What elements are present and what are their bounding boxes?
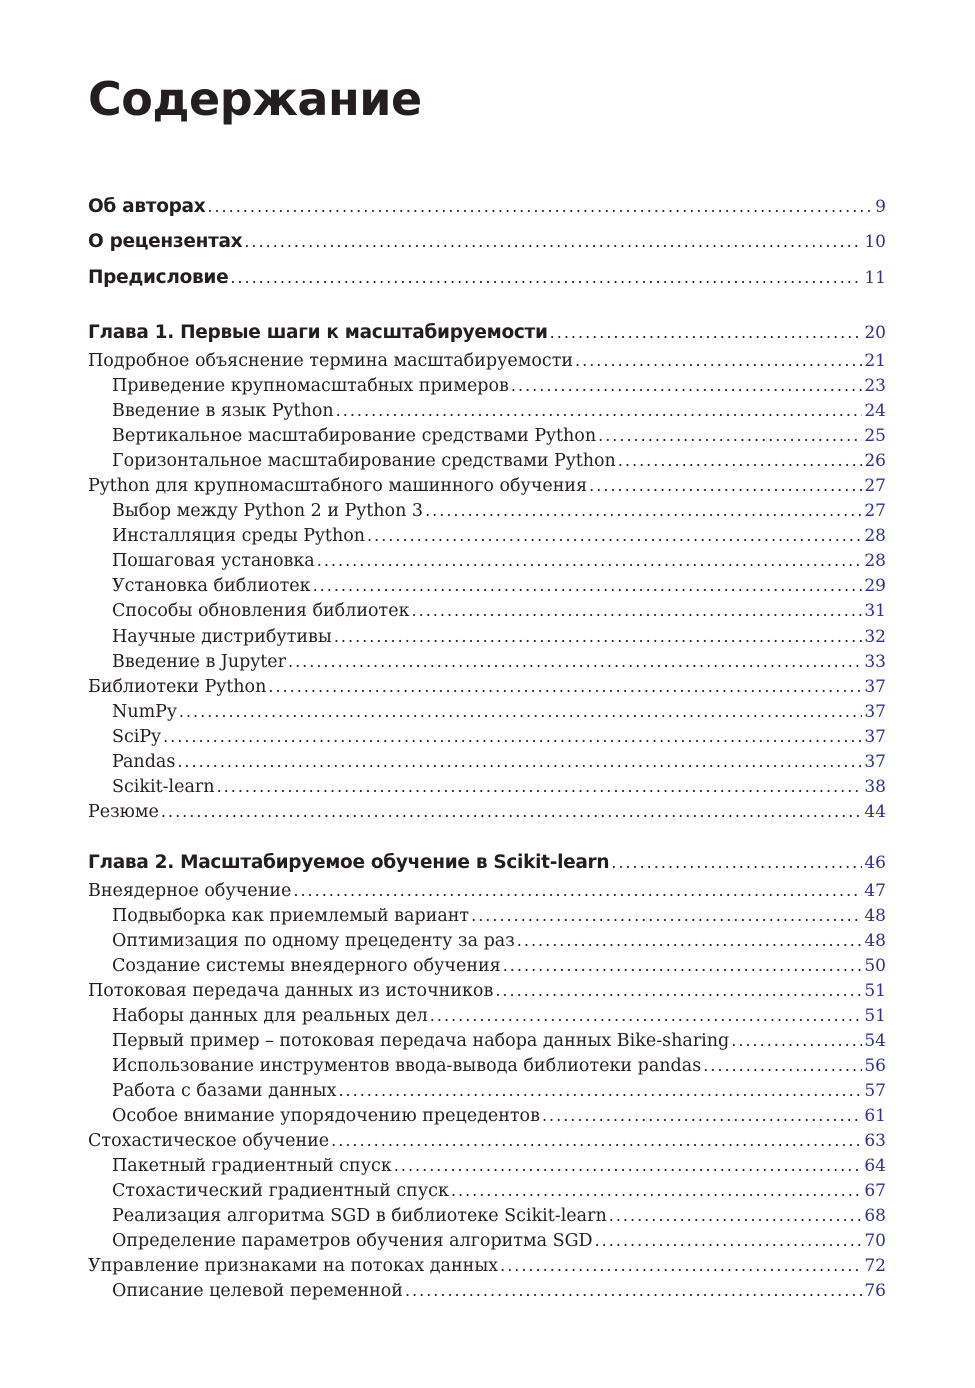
dot-leader	[161, 801, 862, 823]
dot-leader	[542, 1105, 862, 1127]
dot-leader	[550, 322, 863, 344]
dot-leader	[500, 1255, 862, 1277]
toc-entry-page-number[interactable]: 72	[864, 1256, 886, 1276]
dot-leader	[293, 880, 862, 902]
toc-entry-page-number[interactable]: 47	[864, 881, 886, 901]
toc-entry-title: Создание системы внеядерного обучения	[112, 956, 501, 976]
toc-entry[interactable]	[88, 1052, 886, 1077]
toc-entry[interactable]	[88, 1002, 886, 1027]
toc-entry-title: Пакетный градиентный спуск	[112, 1156, 392, 1176]
dot-leader	[731, 1030, 862, 1052]
toc-entry-page-number[interactable]: 20	[864, 323, 886, 343]
toc-entry[interactable]	[88, 952, 886, 977]
toc-entry-page-number[interactable]: 29	[864, 576, 886, 596]
toc-entry-title: Особое внимание упорядочению прецедентов	[112, 1106, 540, 1126]
dot-leader	[503, 955, 863, 977]
toc-entry-title: Стохастический градиентный спуск	[112, 1181, 449, 1201]
toc-entry-page-number[interactable]: 44	[864, 802, 886, 822]
dot-leader	[495, 980, 862, 1002]
toc-entry[interactable]	[88, 648, 886, 673]
dot-leader	[618, 450, 863, 472]
toc-entry[interactable]	[88, 623, 886, 648]
toc-entry-page-number[interactable]: 51	[864, 981, 886, 1001]
toc-entry-title: Работа с базами данных	[112, 1081, 337, 1101]
toc-entry-page-number[interactable]: 37	[864, 677, 886, 697]
dot-leader	[598, 425, 862, 447]
toc-entry[interactable]	[88, 798, 886, 823]
dot-leader	[703, 1055, 862, 1077]
toc-entry-page-number[interactable]: 67	[864, 1181, 886, 1201]
toc-entry-title: Пошаговая установка	[112, 551, 315, 571]
toc-entry[interactable]	[88, 497, 886, 522]
dot-leader	[412, 600, 863, 622]
toc-entry-title: Описание целевой переменной	[112, 1281, 403, 1301]
toc-entry-title: Использование инструментов ввода-вывода библиотеки pandas	[112, 1056, 702, 1076]
toc-entry-page-number[interactable]: 37	[864, 702, 886, 722]
dot-leader	[288, 651, 862, 673]
toc-entry[interactable]	[88, 372, 886, 397]
toc-entry-page-number[interactable]: 27	[864, 476, 886, 496]
toc-entry[interactable]	[88, 1102, 886, 1127]
toc-entry[interactable]	[88, 1277, 886, 1302]
toc-entry-title: Pandas	[112, 752, 176, 772]
toc-entry-title: Введение в Jupyter	[112, 652, 286, 672]
toc-entry-title: SciPy	[112, 727, 162, 747]
toc-entry-page-number[interactable]: 26	[864, 451, 886, 471]
toc-entry-page-number[interactable]: 56	[864, 1056, 886, 1076]
toc-entry-title: Внеядерное обучение	[88, 881, 292, 901]
dot-leader	[394, 1155, 863, 1177]
dot-leader	[589, 475, 862, 497]
toc-entry-title: Горизонтальное масштабирование средствами Python	[112, 451, 616, 471]
toc-entry-page-number[interactable]: 24	[864, 401, 886, 421]
toc-entry[interactable]	[88, 849, 886, 874]
dot-leader	[217, 776, 863, 798]
toc-entry[interactable]	[88, 547, 886, 572]
toc-entry-title: Научные дистрибутивы	[112, 627, 332, 647]
toc-entry-title: Инсталляция среды Python	[112, 526, 366, 546]
toc-entry[interactable]	[88, 902, 886, 927]
toc-entry-title: Управление признаками на потоках данных	[88, 1256, 499, 1276]
toc-entry[interactable]	[88, 319, 886, 344]
dot-leader	[331, 1130, 862, 1152]
toc-entry[interactable]	[88, 472, 886, 497]
toc-entry[interactable]	[88, 264, 886, 289]
toc-entry[interactable]	[88, 927, 886, 952]
toc-entry-title: Реализация алгоритма SGD в библиотеке Scikit-learn	[112, 1206, 607, 1226]
toc-entry-page-number[interactable]: 21	[864, 351, 886, 371]
toc-entry-title: О рецензентах	[88, 231, 243, 252]
toc-entry-page-number[interactable]: 64	[864, 1156, 886, 1176]
toc-entry-page-number[interactable]: 76	[864, 1281, 886, 1301]
toc-entry[interactable]	[88, 1127, 886, 1152]
dot-leader	[430, 1005, 863, 1027]
toc-entry-page-number[interactable]: 51	[864, 1006, 886, 1026]
toc-entry[interactable]	[88, 1152, 886, 1177]
toc-entry[interactable]	[88, 1202, 886, 1227]
toc-entry-page-number[interactable]: 63	[864, 1131, 886, 1151]
toc-entry-title: Глава 2. Масштабируемое обучение в Scikit-learn	[88, 852, 610, 873]
dot-leader	[268, 676, 862, 698]
toc-entry[interactable]	[88, 1027, 886, 1052]
dot-leader	[207, 196, 873, 218]
toc-entry-page-number[interactable]: 28	[864, 551, 886, 571]
toc-entry-page-number[interactable]: 11	[864, 268, 886, 288]
toc-entry[interactable]	[88, 877, 886, 902]
toc-entry-title: Потоковая передача данных из источников	[88, 981, 494, 1001]
toc-entry-title: Предисловие	[88, 267, 229, 288]
dot-leader	[517, 930, 863, 952]
toc-entry-title: Приведение крупномасштабных примеров	[112, 376, 509, 396]
toc-entry[interactable]	[88, 723, 886, 748]
dot-leader	[611, 852, 862, 874]
toc-entry-title: Scikit-learn	[112, 777, 215, 797]
toc-entry[interactable]	[88, 347, 886, 372]
toc-entry-title: Установка библиотек	[112, 576, 311, 596]
toc-entry[interactable]	[88, 522, 886, 547]
toc-entry-page-number[interactable]: 48	[864, 931, 886, 951]
toc-entry-title: Python для крупномасштабного машинного обучения	[88, 476, 588, 496]
toc-entry[interactable]	[88, 1177, 886, 1202]
toc-entry[interactable]	[88, 572, 886, 597]
dot-leader	[575, 350, 862, 372]
toc-entry-title: Вертикальное масштабирование средствами Python	[112, 426, 597, 446]
dot-leader	[595, 1230, 863, 1252]
toc-entry-page-number[interactable]: 50	[864, 956, 886, 976]
page-title: Содержание	[88, 72, 422, 126]
toc-entry-title: Глава 1. Первые шаги к масштабируемости	[88, 322, 548, 343]
toc-entry-title: Оптимизация по одному прецеденту за раз	[112, 931, 515, 951]
dot-leader	[244, 231, 862, 253]
toc-entry[interactable]	[88, 748, 886, 773]
toc-entry-page-number[interactable]: 46	[864, 853, 886, 873]
toc-entry[interactable]	[88, 773, 886, 798]
toc-entry-title: Определение параметров обучения алгоритма SGD	[112, 1231, 593, 1251]
toc-entry-title: Резюме	[88, 802, 159, 822]
toc-entry[interactable]	[88, 1227, 886, 1252]
toc-entry-page-number[interactable]: 68	[864, 1206, 886, 1226]
toc-entry-page-number[interactable]: 10	[864, 232, 886, 252]
toc-entry-page-number[interactable]: 25	[864, 426, 886, 446]
toc-entry-title: Наборы данных для реальных дел	[112, 1006, 428, 1026]
toc-entry-page-number[interactable]: 61	[864, 1106, 886, 1126]
toc-entry-page-number[interactable]: 57	[864, 1081, 886, 1101]
toc-entry-page-number[interactable]: 37	[864, 752, 886, 772]
dot-leader	[367, 525, 862, 547]
toc-entry[interactable]	[88, 1077, 886, 1102]
toc-entry[interactable]	[88, 698, 886, 723]
toc-entry-title: Введение в язык Python	[112, 401, 334, 421]
dot-leader	[609, 1205, 863, 1227]
toc-entry-title: Способы обновления библиотек	[112, 601, 410, 621]
toc-entry[interactable]	[88, 422, 886, 447]
toc-entry-page-number[interactable]: 31	[864, 601, 886, 621]
toc-entry-title: NumPy	[112, 702, 177, 722]
toc-entry-page-number[interactable]: 23	[864, 376, 886, 396]
toc-entry[interactable]	[88, 193, 886, 218]
toc-entry-page-number[interactable]: 37	[864, 727, 886, 747]
dot-leader	[334, 626, 863, 648]
toc-entry-title: Выбор между Python 2 и Python 3	[112, 501, 424, 521]
toc-entry[interactable]	[88, 977, 886, 1002]
dot-leader	[338, 1080, 862, 1102]
toc-entry-page-number[interactable]: 32	[864, 627, 886, 647]
dot-leader	[179, 701, 863, 723]
dot-leader	[405, 1280, 862, 1302]
dot-leader	[163, 726, 862, 748]
toc-entry-title: Первый пример – потоковая передача набора данных Bike-sharing	[112, 1031, 730, 1051]
toc-entry-page-number[interactable]: 48	[864, 906, 886, 926]
toc-entry-title: Подвыборка как приемлемый вариант	[112, 906, 470, 926]
table-of-contents	[88, 0, 886, 1388]
toc-entry-title: Об авторах	[88, 196, 206, 217]
toc-entry[interactable]	[88, 397, 886, 422]
dot-leader	[313, 575, 863, 597]
toc-entry-page-number[interactable]: 33	[864, 652, 886, 672]
toc-entry-page-number[interactable]: 54	[864, 1031, 886, 1051]
toc-entry[interactable]	[88, 1252, 886, 1277]
dot-leader	[317, 550, 863, 572]
toc-entry-page-number[interactable]: 28	[864, 526, 886, 546]
toc-entry[interactable]	[88, 447, 886, 472]
toc-entry[interactable]	[88, 597, 886, 622]
dot-leader	[511, 375, 862, 397]
dot-leader	[230, 267, 862, 289]
dot-leader	[336, 400, 863, 422]
toc-entry-page-number[interactable]: 27	[864, 501, 886, 521]
toc-entry[interactable]	[88, 228, 886, 253]
toc-entry-page-number[interactable]: 38	[864, 777, 886, 797]
dot-leader	[471, 905, 862, 927]
toc-entry-page-number[interactable]: 9	[875, 197, 886, 217]
dot-leader	[425, 500, 862, 522]
dot-leader	[451, 1180, 862, 1202]
toc-entry-page-number[interactable]: 70	[864, 1231, 886, 1251]
dot-leader	[177, 751, 862, 773]
toc-entry-title: Стохастическое обучение	[88, 1131, 330, 1151]
toc-entry-title: Библиотеки Python	[88, 677, 267, 697]
toc-entry-title: Подробное объяснение термина масштабируемости	[88, 351, 574, 371]
toc-entry[interactable]	[88, 673, 886, 698]
